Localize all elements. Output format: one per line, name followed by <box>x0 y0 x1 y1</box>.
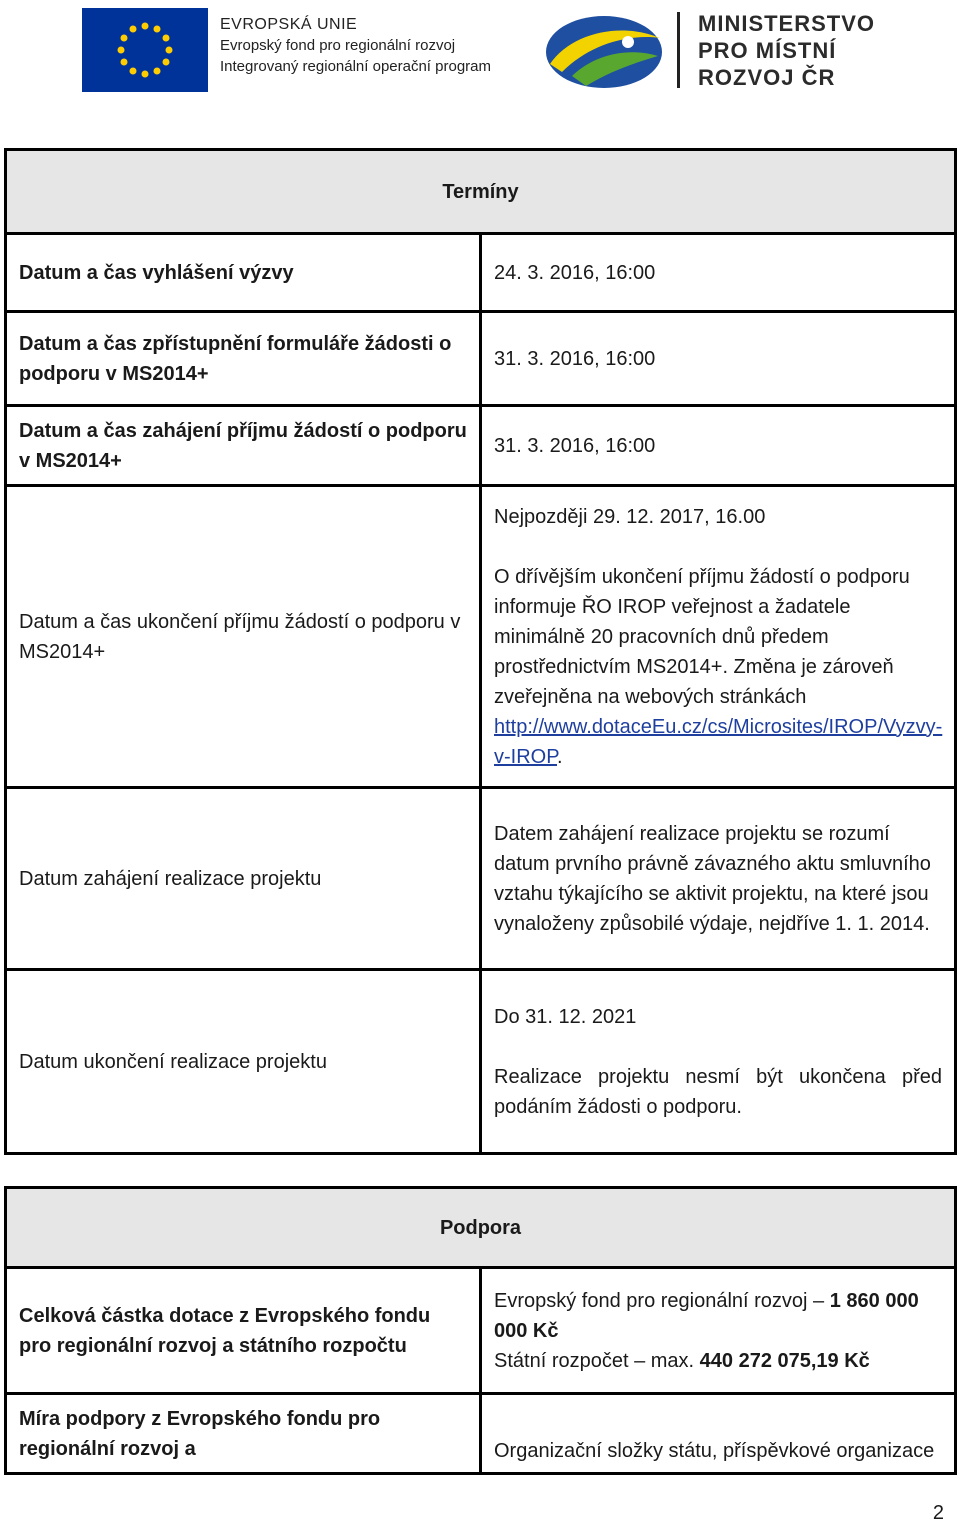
ukonceni-realizace-date: Do 31. 12. 2021 <box>494 1005 637 1028</box>
ukonceni-prijmu-date: Nejpozději 29. 12. 2017, 16.00 <box>494 505 766 528</box>
eu-line-2: Evropský fond pro regionální rozvoj <box>220 37 456 54</box>
ukonceni-prijmu-note <box>494 562 942 772</box>
value-zahajeni-prijmu: 31. 3. 2016, 16:00 <box>481 406 956 486</box>
link-period: . <box>556 745 563 768</box>
mmr-emblem-icon <box>542 12 664 92</box>
podpora-title: Podpora <box>6 1188 956 1268</box>
page-number: 2 <box>932 1502 944 1524</box>
value-mira-podpory: Organizační složky státu, příspěvkové organizace <box>481 1394 956 1474</box>
eu-logo-text <box>220 14 491 77</box>
efrr-prefix: Evropský fond pro regionální rozvoj – <box>494 1289 830 1312</box>
ukonceni-prijmu-text: O dřívějším ukončení příjmu žádostí o podporu informuje ŘO IROP veřejnost a žadatele minimálně 20 pracovních dnů předem prostřednictvím MS2014+. Změna je zároveň zveřejněna na webových stránkách <box>494 565 910 708</box>
label-celkova-castka: Celková částka dotace z Evropského fondu pro regionální rozvoj a státního rozpočtu <box>6 1268 481 1394</box>
eu-line-1: EVROPSKÁ UNIE <box>220 16 358 33</box>
label-mira-podpory: Míra podpory z Evropského fondu pro regionální rozvoj a <box>6 1394 481 1474</box>
mmr-line-2: PRO MÍSTNÍ <box>698 38 837 63</box>
value-zpristupneni: 31. 3. 2016, 16:00 <box>481 312 956 406</box>
label-ukonceni-realizace: Datum ukončení realizace projektu <box>6 970 481 1154</box>
mmr-logo-text <box>698 10 875 91</box>
value-ukonceni-prijmu <box>481 486 956 788</box>
terminy-title: Termíny <box>6 150 956 234</box>
eu-logo <box>80 8 510 96</box>
mmr-logo <box>542 8 902 96</box>
terminy-table <box>4 148 957 1155</box>
eu-line-3: Integrovaný regionální operační program <box>220 58 491 75</box>
label-zahajeni-prijmu: Datum a čas zahájení příjmu žádostí o podporu v MS2014+ <box>6 406 481 486</box>
label-ukonceni-prijmu: Datum a čas ukončení příjmu žádostí o podporu v MS2014+ <box>6 486 481 788</box>
podpora-table <box>4 1186 957 1475</box>
mmr-divider <box>677 12 680 88</box>
eu-flag-icon <box>82 8 208 92</box>
label-zpristupneni: Datum a čas zpřístupnění formuláře žádosti o podporu v MS2014+ <box>6 312 481 406</box>
sr-amount-line <box>494 1346 942 1376</box>
value-celkova-castka <box>481 1268 956 1394</box>
label-vyhlaseni: Datum a čas vyhlášení výzvy <box>6 234 481 312</box>
label-zahajeni-realizace: Datum zahájení realizace projektu <box>6 788 481 970</box>
value-vyhlaseni: 24. 3. 2016, 16:00 <box>481 234 956 312</box>
sr-prefix: Státní rozpočet – max. <box>494 1349 700 1372</box>
efrr-amount: 1 860 000 000 Kč <box>494 1289 919 1342</box>
ukonceni-realizace-note: Realizace projektu nesmí být ukončena před podáním žádosti o podporu. <box>494 1065 942 1118</box>
value-zahajeni-realizace: Datem zahájení realizace projektu se rozumí datum prvního právně závazného aktu smluvního vztahu týkajícího se aktivit projektu, na které jsou vynaloženy způsobilé výdaje, nejdříve 1. 1. 2014. <box>481 788 956 970</box>
mmr-line-3: ROZVOJ ČR <box>698 65 836 90</box>
value-ukonceni-realizace <box>481 970 956 1154</box>
mmr-line-1: MINISTERSTVO <box>698 11 876 36</box>
irop-link[interactable]: http://www.dotaceEu.cz/cs/Microsites/IROP/Vyzvy-v-IROP <box>494 715 943 768</box>
sr-amount: 440 272 075,19 Kč <box>699 1349 870 1372</box>
efrr-amount-line <box>494 1286 942 1346</box>
